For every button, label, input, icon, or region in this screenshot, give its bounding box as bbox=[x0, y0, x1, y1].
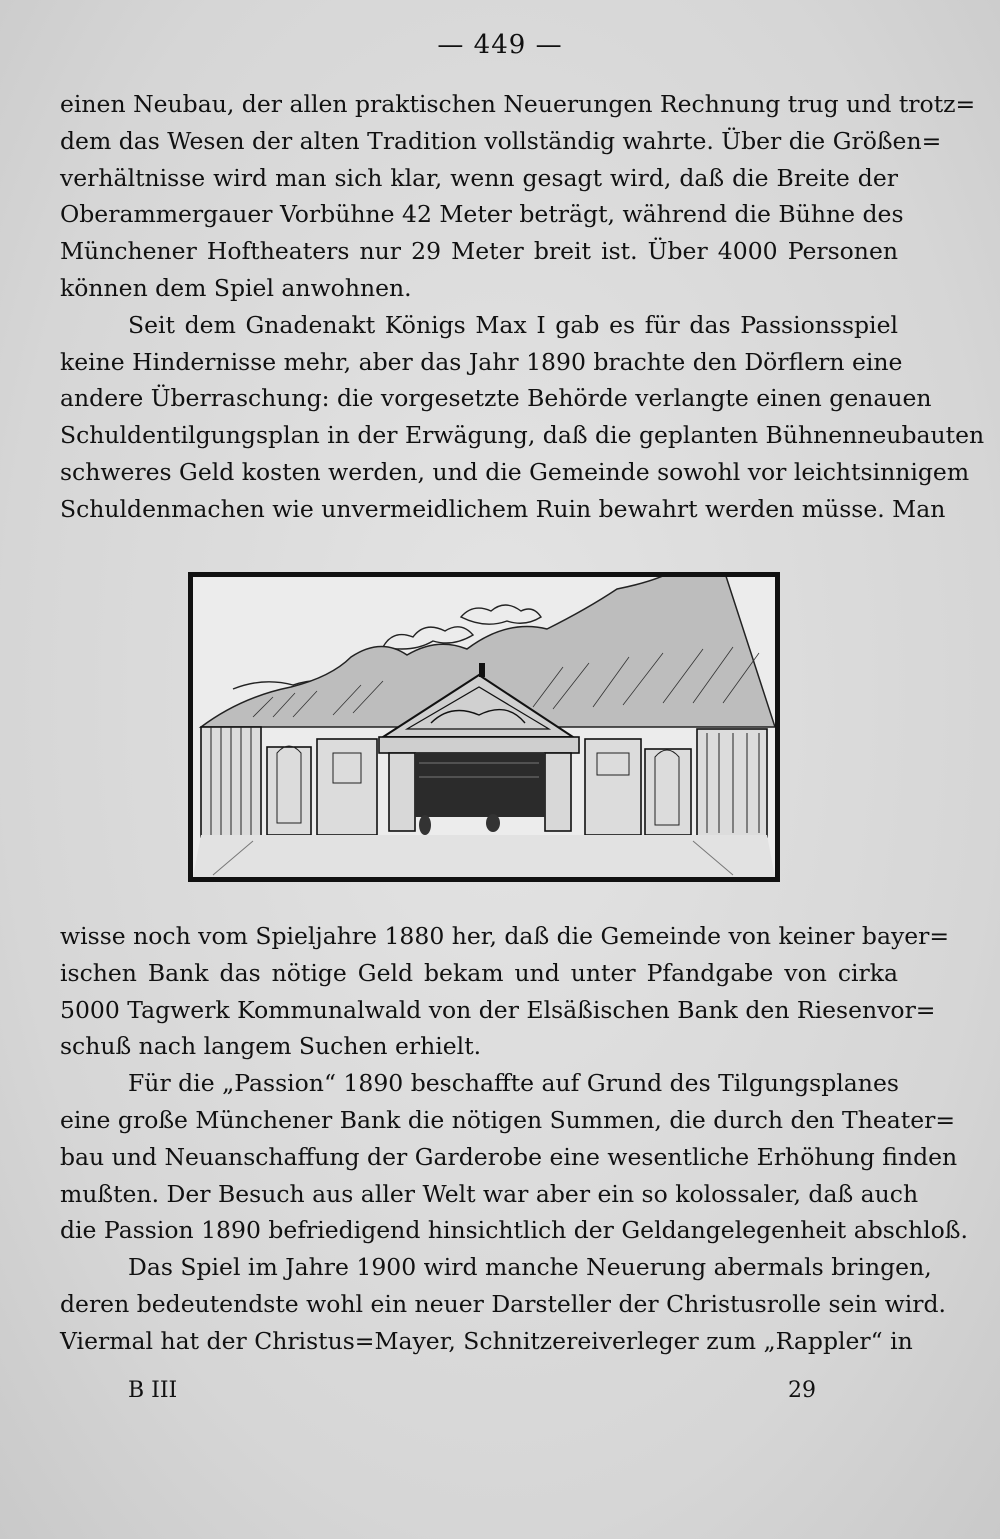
text-line: Oberammergauer Vorbühne 42 Meter beträgt, während die Bühne des bbox=[60, 200, 904, 229]
text-line: Schuldentilgungsplan in der Erwägung, daß die geplanten Bühnenneubauten bbox=[60, 421, 985, 450]
text-line: die Passion 1890 befriedigend hinsichtlich der Geldangelegenheit abschloß. bbox=[60, 1216, 968, 1245]
text-line: einen Neubau, der allen praktischen Neuerungen Rechnung trug und trotz= bbox=[60, 90, 976, 118]
text-line: Für die „Passion“ 1890 beschaffte auf Grund des Tilgungsplanes bbox=[128, 1069, 899, 1098]
stage-drawing bbox=[193, 577, 775, 877]
text-line: mußten. Der Besuch aus aller Welt war aber ein so kolossaler, daß auch bbox=[60, 1179, 919, 1208]
text-line: Das Spiel im Jahre 1900 wird manche Neuerung abermals bringen, bbox=[128, 1253, 932, 1282]
text-line: andere Überraschung: die vorgesetzte Behörde verlangte einen genauen bbox=[60, 384, 932, 413]
text-line: dem das Wesen der alten Tradition vollständig wahrte. Über die Größen= bbox=[60, 126, 942, 155]
stage-figures bbox=[419, 814, 500, 835]
sheet-signature: B III bbox=[128, 1378, 178, 1403]
sheet-number: 29 bbox=[788, 1378, 816, 1403]
text-block-before-figure bbox=[60, 86, 985, 528]
page-number: — 449 — bbox=[437, 30, 563, 60]
left-buildings bbox=[201, 727, 377, 837]
text-line: schweres Geld kosten werden, und die Gemeinde sowohl vor leichtsinnigem bbox=[60, 457, 970, 486]
text-block-after-figure bbox=[60, 918, 968, 1360]
text-line: Münchener Hoftheaters nur 29 Meter breit ist. Über 4000 Personen bbox=[60, 237, 898, 266]
text-line: keine Hindernisse mehr, aber das Jahr 1890 brachte den Dörflern eine bbox=[60, 347, 903, 376]
text-line: eine große Münchener Bank die nötigen Summen, die durch den Theater= bbox=[60, 1105, 956, 1134]
text-line: Schuldenmachen wie unvermeidlichem Ruin bewahrt werden müsse. Man bbox=[60, 494, 946, 523]
text-line: deren bedeutendste wohl ein neuer Darsteller der Christusrolle sein wird. bbox=[60, 1289, 946, 1318]
text-line: schuß nach langem Suchen erhielt. bbox=[60, 1032, 482, 1061]
text-line: wisse noch vom Spieljahre 1880 her, daß die Gemeinde von keiner bayer= bbox=[60, 922, 950, 950]
text-line: ischen Bank das nötige Geld bekam und unter Pfandgabe von cirka bbox=[60, 958, 898, 987]
theater-stage-illustration bbox=[188, 572, 780, 882]
text-line: Viermal hat der Christus=Mayer, Schnitzereiverleger zum „Rappler“ in bbox=[60, 1326, 913, 1355]
text-line: können dem Spiel anwohnen. bbox=[60, 273, 412, 302]
text-line: Seit dem Gnadenakt Königs Max I gab es für das Passionsspiel bbox=[128, 310, 898, 339]
right-buildings bbox=[585, 729, 767, 837]
text-line: 5000 Tagwerk Kommunalwald von der Elsäßischen Bank den Riesenvor= bbox=[60, 995, 936, 1024]
text-line: bau und Neuanschaffung der Garderobe eine wesentliche Erhöhung finden bbox=[60, 1142, 958, 1171]
text-line: verhältnisse wird man sich klar, wenn gesagt wird, daß die Breite der bbox=[60, 163, 898, 192]
stage-floor bbox=[193, 835, 775, 877]
